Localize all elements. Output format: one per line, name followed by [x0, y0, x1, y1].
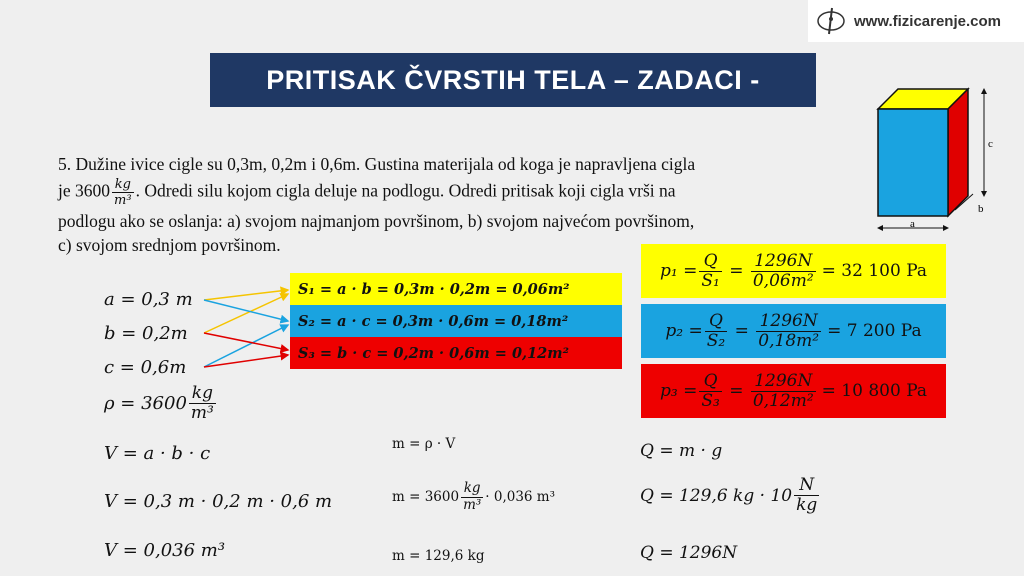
- area-s3-box: S₃ = b · c = 0,2m · 0,6m = 0,12m²: [290, 337, 622, 369]
- site-logo: [808, 0, 1024, 42]
- given-b: b = 0,2m: [104, 323, 188, 344]
- mass-result: m = 129,6 kg: [392, 548, 485, 564]
- problem-text: [58, 152, 843, 257]
- volume-substitution: V = 0,3 m · 0,2 m · 0,6 m: [104, 491, 333, 512]
- brick-side-face: [948, 89, 968, 216]
- volume-result: V = 0,036 m³: [104, 540, 226, 561]
- problem-line-3: podlogu ako se oslanja: a) svojom najmanjom površinom, b) svojom najvećom površinom,: [58, 211, 695, 231]
- density-fraction: $\frac{kg}{\text{m³}}$: [114, 177, 132, 208]
- page-title: PRITISAK ČVRSTIH TELA – ZADACI -: [210, 53, 816, 107]
- label-a: a: [910, 218, 915, 230]
- given-a: a = 0,3 m: [104, 289, 193, 310]
- given-rho: ρ = 3600 $\frac{kg}{\text{m³}}$: [104, 383, 214, 423]
- force-formula: Q = m · g: [640, 441, 723, 461]
- logo-icon: [816, 6, 846, 36]
- brick-diagram: [868, 84, 1008, 234]
- label-c: c: [988, 138, 993, 150]
- area-s2-box: S₂ = a · c = 0,3m · 0,6m = 0,18m²: [290, 305, 622, 337]
- volume-formula: V = a · b · c: [104, 443, 211, 464]
- problem-line-1: 5. Dužine ivice cigle su 0,3m, 0,2m i 0,6m. Gustina materijala od koga je napravljena cigla: [58, 154, 696, 174]
- given-c: c = 0,6m: [104, 357, 187, 378]
- brick-front-face: [878, 109, 948, 216]
- arrows: [190, 283, 300, 373]
- label-b: b: [978, 203, 984, 215]
- problem-line-4: c) svojom srednjom površinom.: [58, 235, 281, 255]
- mass-formula: m = ρ · V: [392, 436, 456, 452]
- area-s1-box: S₁ = a · b = 0,3m · 0,2m = 0,06m²: [290, 273, 622, 305]
- pressure-p3-box: p₃ = $\frac{Q}{\text{S₃}}$ = $\frac{1296N}{\text{0,12m²}}$ = 10 800 Pa: [641, 364, 946, 418]
- pressure-p2-box: p₂ = $\frac{Q}{\text{S₂}}$ = $\frac{1296N}{\text{0,18m²}}$ = 7 200 Pa: [641, 304, 946, 358]
- mass-substitution: m = 3600 $\frac{kg}{\text{m³}}$ · 0,036 m³: [392, 480, 556, 513]
- logo-text: www.fizicarenje.com: [854, 12, 1001, 30]
- problem-line-2: je 3600 $\frac{kg}{\text{m³}}$ . Odredi silu kojom cigla deluje na podlogu. Odredi pritisak koji cigla vrši na: [58, 177, 676, 208]
- pressure-p1-box: p₁ = $\frac{Q}{\text{S₁}}$ = $\frac{1296N}{\text{0,06m²}}$ = 32 100 Pa: [641, 244, 946, 298]
- force-result: Q = 1296N: [640, 543, 738, 563]
- force-substitution: Q = 129,6 kg · 10 $\frac{N}{kg}$: [640, 475, 818, 515]
